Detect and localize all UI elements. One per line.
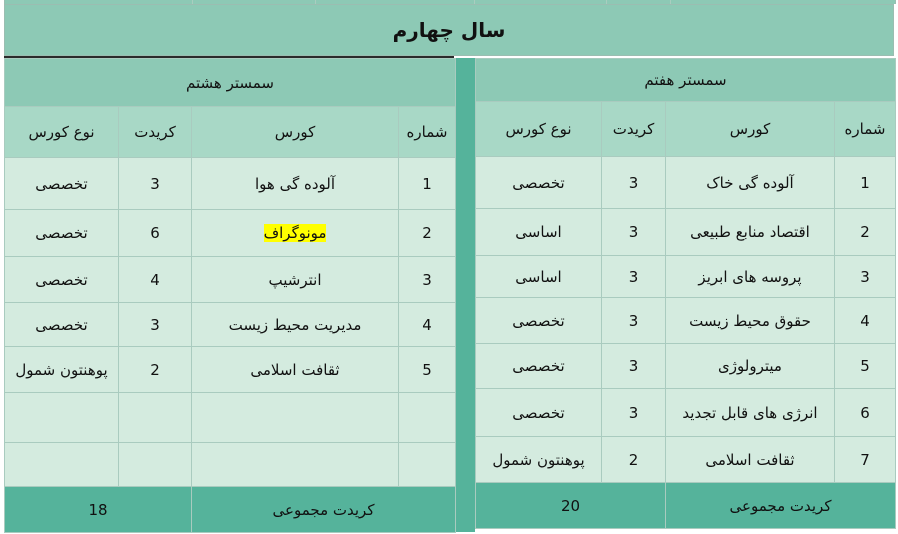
cell-credit: 3 xyxy=(602,298,666,344)
table-row xyxy=(476,298,896,344)
cell-credit: 3 xyxy=(602,344,666,389)
cell-credit: 3 xyxy=(119,158,192,210)
cell-type: تخصصی xyxy=(476,344,602,389)
cell-number: 1 xyxy=(399,158,456,210)
cell-type: تخصصی xyxy=(5,158,119,210)
cell-number: 4 xyxy=(835,298,896,344)
cell-course xyxy=(192,393,399,443)
table-row xyxy=(476,209,896,256)
total-label: کریدت مجموعی xyxy=(666,483,896,529)
semester-8-title: سمستر هشتم xyxy=(5,59,456,107)
cell-type: تخصصی xyxy=(5,210,119,257)
col-credit: کریدت xyxy=(119,107,192,158)
cell-number: 4 xyxy=(399,303,456,347)
cell-number: 3 xyxy=(835,256,896,298)
col-number: شماره xyxy=(399,107,456,158)
semester-gap xyxy=(455,58,475,532)
table-row xyxy=(5,158,456,210)
cell-number xyxy=(399,443,456,487)
cell-number: 7 xyxy=(835,437,896,483)
cell-course xyxy=(192,210,399,257)
table-row xyxy=(5,303,456,347)
cell-number: 6 xyxy=(835,389,896,437)
col-type: نوع کورس xyxy=(5,107,119,158)
col-type: نوع کورس xyxy=(476,102,602,157)
page-title: سال چهارم xyxy=(4,4,894,56)
cell-type: پوهنتون شمول xyxy=(476,437,602,483)
cell-credit: 2 xyxy=(119,347,192,393)
total-row xyxy=(5,487,456,533)
col-number: شماره xyxy=(835,102,896,157)
cell-type: تخصصی xyxy=(476,298,602,344)
table-row xyxy=(5,393,456,443)
cell-course: ثقافت اسلامی xyxy=(666,437,835,483)
cell-credit: 3 xyxy=(602,157,666,209)
cell-course xyxy=(192,443,399,487)
table-row xyxy=(5,257,456,303)
cell-number: 1 xyxy=(835,157,896,209)
cell-course: اقتصاد منابع طبیعی xyxy=(666,209,835,256)
cell-course: انترشیپ xyxy=(192,257,399,303)
cell-course: آلوده گی خاک xyxy=(666,157,835,209)
cell-number xyxy=(399,393,456,443)
col-course: کورس xyxy=(192,107,399,158)
total-value: 18 xyxy=(5,487,192,533)
cell-course: میترولوژی xyxy=(666,344,835,389)
cell-number: 3 xyxy=(399,257,456,303)
table-row xyxy=(476,157,896,209)
cell-number: 2 xyxy=(835,209,896,256)
cell-type: اساسی xyxy=(476,209,602,256)
cell-type: تخصصی xyxy=(5,257,119,303)
table-row xyxy=(476,437,896,483)
semester-8-table xyxy=(4,58,456,533)
cell-number: 5 xyxy=(399,347,456,393)
table-row xyxy=(476,389,896,437)
cell-credit xyxy=(119,443,192,487)
table-row xyxy=(476,256,896,298)
cell-credit: 3 xyxy=(602,209,666,256)
cell-type: تخصصی xyxy=(5,303,119,347)
table-row xyxy=(5,210,456,257)
cell-credit xyxy=(119,393,192,443)
table-row xyxy=(476,344,896,389)
cell-credit: 3 xyxy=(602,256,666,298)
cell-credit: 2 xyxy=(602,437,666,483)
table-row xyxy=(5,347,456,393)
semester-7-table xyxy=(475,58,896,529)
semester-7-title: سمستر هفتم xyxy=(476,59,896,102)
cell-number: 5 xyxy=(835,344,896,389)
cell-course: حقوق محیط زیست xyxy=(666,298,835,344)
highlighted-course: مونوگراف xyxy=(263,224,327,242)
cell-course: پروسه های ابریز xyxy=(666,256,835,298)
total-row xyxy=(476,483,896,529)
cell-type: اساسی xyxy=(476,256,602,298)
table-row xyxy=(5,443,456,487)
cell-course: ثقافت اسلامی xyxy=(192,347,399,393)
cell-number: 2 xyxy=(399,210,456,257)
cell-type: تخصصی xyxy=(476,389,602,437)
col-credit: کریدت xyxy=(602,102,666,157)
col-course: کورس xyxy=(666,102,835,157)
cell-course: آلوده گی هوا xyxy=(192,158,399,210)
cell-credit: 6 xyxy=(119,210,192,257)
cell-type: تخصصی xyxy=(476,157,602,209)
cell-type xyxy=(5,443,119,487)
cell-type: پوهنتون شمول xyxy=(5,347,119,393)
total-label: کریدت مجموعی xyxy=(192,487,456,533)
cell-type xyxy=(5,393,119,443)
cell-course: انرژی های قابل تجدید xyxy=(666,389,835,437)
cell-course: مدیریت محیط زیست xyxy=(192,303,399,347)
cell-credit: 3 xyxy=(119,303,192,347)
cell-credit: 4 xyxy=(119,257,192,303)
cell-credit: 3 xyxy=(602,389,666,437)
total-value: 20 xyxy=(476,483,666,529)
